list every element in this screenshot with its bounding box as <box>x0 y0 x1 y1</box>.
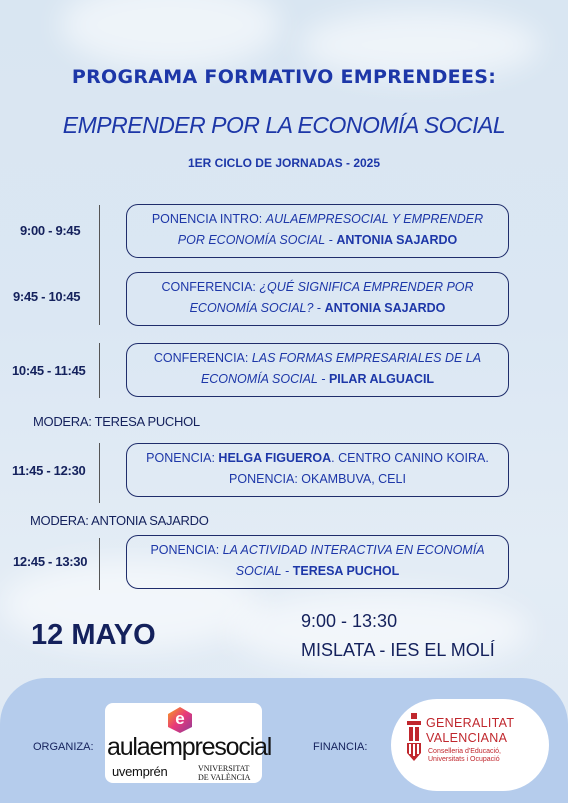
session-line <box>127 209 508 230</box>
event-location: MISLATA - IES EL MOLÍ <box>301 640 495 660</box>
conselleria-line2: Universitats i Ocupació <box>428 756 500 763</box>
session-speaker: ANTONIA SAJARDO <box>336 233 458 247</box>
aula-e-letter: e <box>175 709 185 728</box>
uv-line1: VNIVERSITAT <box>198 764 250 773</box>
session-topic: ECONOMÍA SOCIAL <box>200 372 318 386</box>
session-line <box>127 230 508 251</box>
session-box <box>126 535 509 589</box>
moderator-label: MODERA: TERESA PUCHOL <box>33 414 200 429</box>
generalitat-shield-icon <box>405 713 423 763</box>
financia-label: FINANCIA: <box>313 741 368 753</box>
session-line <box>127 298 508 319</box>
session-box <box>126 443 509 497</box>
session-line <box>127 448 508 469</box>
session-type: PONENCIA: <box>146 451 219 465</box>
session-box <box>126 343 509 397</box>
cycle-label: 1ER CICLO DE JORNADAS - 2025 <box>187 156 381 170</box>
organiza-label: ORGANIZA: <box>33 741 94 753</box>
session-line <box>127 369 508 390</box>
generalitat-line1: GENERALITAT <box>426 716 515 730</box>
timeline-divider <box>99 538 100 590</box>
session-topic: LA ACTIVIDAD INTERACTIVA EN ECONOMÍA <box>222 543 485 557</box>
separator: - <box>325 233 337 247</box>
event-hours: 9:00 - 13:30 <box>301 611 398 631</box>
session-line <box>127 540 508 561</box>
generalitat-line2: VALENCIANA <box>426 731 508 745</box>
timeline-divider <box>99 205 100 325</box>
session-box <box>126 272 509 326</box>
session-topic: POR ECONOMÍA SOCIAL <box>177 233 326 247</box>
session-topic: ECONOMÍA SOCIAL? <box>189 301 314 315</box>
conselleria-line1: Conselleria d'Educació, <box>428 748 501 755</box>
session-type: CONFERENCIA: <box>153 351 252 365</box>
background-cloud <box>60 0 280 70</box>
session-text: PONENCIA: OKAMBUVA, CELI <box>229 472 406 486</box>
session-time: 9:45 - 10:45 <box>13 289 81 304</box>
session-topic: AULAEMPRESOCIAL Y EMPRENDER <box>265 212 484 226</box>
session-topic: ¿QUÉ SIGNIFICA EMPRENDER POR <box>259 280 474 294</box>
uv-wordmark <box>198 764 250 782</box>
session-speaker: PILAR ALGUACIL <box>328 372 435 386</box>
session-time: 9:00 - 9:45 <box>20 223 81 238</box>
session-type: PONENCIA INTRO: <box>151 212 266 226</box>
aulaempresocial-wordmark: aulaempresocial <box>107 733 272 761</box>
session-org: . CENTRO CANINO KOIRA. <box>331 451 489 465</box>
timeline-divider <box>99 343 100 398</box>
session-speaker: ANTONIA SAJARDO <box>324 301 446 315</box>
session-line <box>127 469 508 490</box>
session-type: PONENCIA: <box>150 543 223 557</box>
uvempren-wordmark: uvemprén <box>112 764 168 779</box>
timeline-divider <box>99 443 100 503</box>
aula-e-icon <box>166 706 194 734</box>
session-topic: SOCIAL <box>235 564 282 578</box>
session-time: 10:45 - 11:45 <box>12 363 86 378</box>
separator: - <box>313 301 325 315</box>
session-type: CONFERENCIA: <box>161 280 260 294</box>
session-topic: LAS FORMAS EMPRESARIALES DE LA <box>251 351 482 365</box>
page-subtitle: EMPRENDER POR LA ECONOMÍA SOCIAL <box>62 112 506 138</box>
session-time: 12:45 - 13:30 <box>13 554 88 569</box>
event-date: 12 MAYO <box>31 619 156 651</box>
session-speaker: HELGA FIGUEROA <box>218 451 332 465</box>
separator: - <box>317 372 329 386</box>
page-title: PROGRAMA FORMATIVO EMPRENDEES: <box>71 66 497 88</box>
uv-line2: DE VALÈNCIA <box>198 773 251 782</box>
session-line <box>127 277 508 298</box>
session-line <box>127 561 508 582</box>
session-box <box>126 204 509 258</box>
session-speaker: TERESA PUCHOL <box>292 564 400 578</box>
session-line <box>127 348 508 369</box>
separator: - <box>281 564 293 578</box>
session-time: 11:45 - 12:30 <box>12 463 86 478</box>
moderator-label: MODERA: ANTONIA SAJARDO <box>30 513 209 528</box>
